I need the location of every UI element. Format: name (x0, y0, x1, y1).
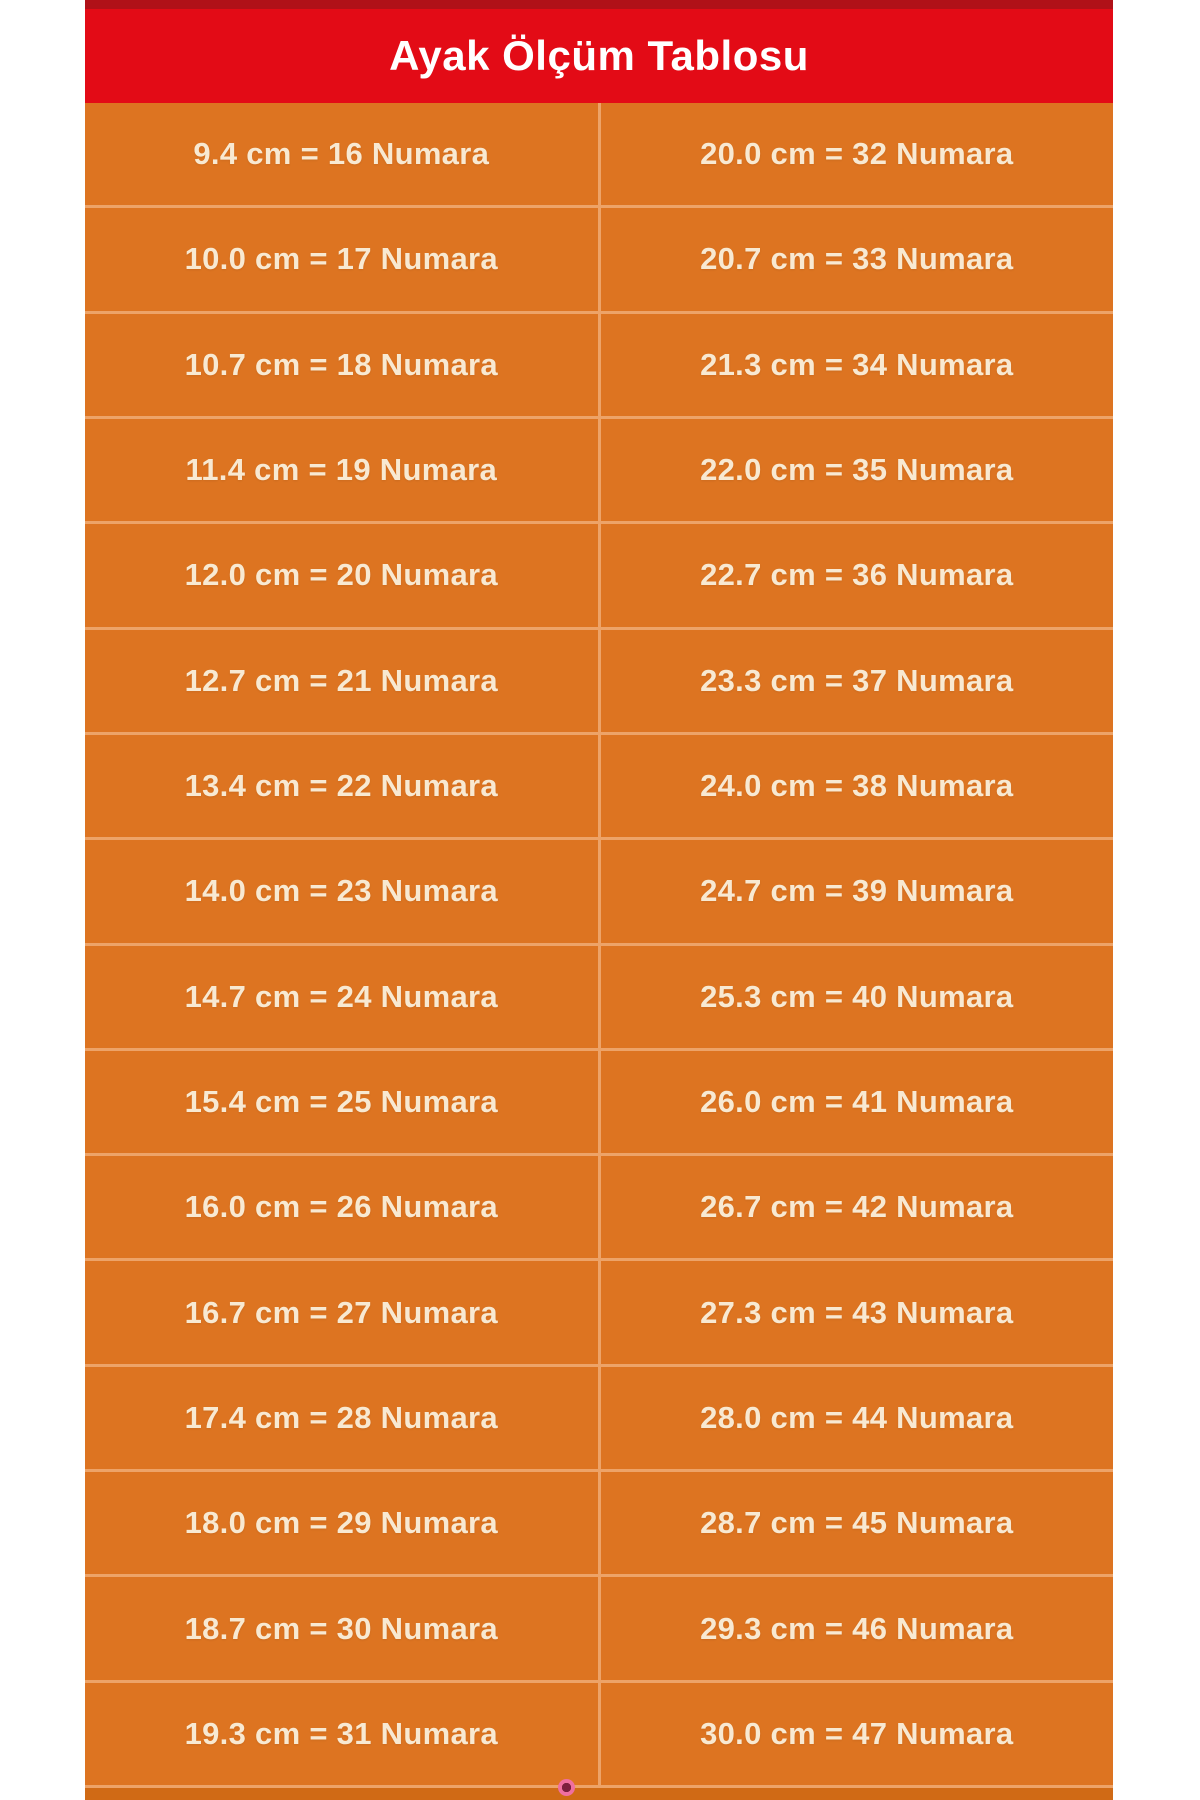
size-table (85, 103, 1113, 1785)
size-cell-right: 21.3 cm = 34 Numara (700, 346, 1014, 382)
table-row (85, 1364, 1113, 1469)
size-chart-sheet (85, 0, 1113, 1800)
size-cell-right: 23.3 cm = 37 Numara (700, 662, 1014, 698)
table-row (85, 1469, 1113, 1574)
size-cell-right: 30.0 cm = 47 Numara (700, 1715, 1014, 1751)
footer-strip (85, 1785, 1113, 1800)
table-row (85, 103, 1113, 205)
size-cell-right: 24.0 cm = 38 Numara (700, 768, 1014, 804)
table-row (85, 1153, 1113, 1258)
table-row (85, 732, 1113, 837)
table-row (85, 205, 1113, 310)
table-row (85, 943, 1113, 1048)
size-cell-left: 17.4 cm = 28 Numara (85, 1367, 601, 1469)
size-cell-right: 25.3 cm = 40 Numara (700, 978, 1014, 1014)
table-row (85, 1680, 1113, 1785)
table-row (85, 521, 1113, 626)
table-row (85, 1574, 1113, 1679)
table-row (85, 311, 1113, 416)
table-row (85, 627, 1113, 732)
size-cell-left: 15.4 cm = 25 Numara (85, 1051, 601, 1153)
size-cell-right: 28.7 cm = 45 Numara (700, 1505, 1014, 1541)
size-cell-left: 16.0 cm = 26 Numara (85, 1156, 601, 1258)
table-row (85, 1048, 1113, 1153)
table-row (85, 1258, 1113, 1363)
chart-header (85, 9, 1113, 103)
table-row (85, 837, 1113, 942)
size-cell-left: 9.4 cm = 16 Numara (85, 103, 601, 205)
size-cell-left: 14.0 cm = 23 Numara (85, 840, 601, 942)
table-row (85, 416, 1113, 521)
size-cell-left: 18.0 cm = 29 Numara (85, 1472, 601, 1574)
size-cell-left: 10.0 cm = 17 Numara (85, 208, 601, 310)
size-cell-right: 20.0 cm = 32 Numara (700, 136, 1014, 172)
size-cell-right: 22.0 cm = 35 Numara (700, 452, 1014, 488)
size-cell-right: 20.7 cm = 33 Numara (700, 241, 1014, 277)
size-cell-left: 12.0 cm = 20 Numara (85, 524, 601, 626)
size-cell-right: 27.3 cm = 43 Numara (700, 1294, 1014, 1330)
size-cell-right: 28.0 cm = 44 Numara (700, 1399, 1014, 1435)
page-title: Ayak Ölçüm Tablosu (389, 32, 809, 79)
top-accent-strip (85, 0, 1113, 9)
size-cell-right: 22.7 cm = 36 Numara (700, 557, 1014, 593)
watermark-dot-icon (558, 1779, 575, 1796)
size-cell-left: 14.7 cm = 24 Numara (85, 946, 601, 1048)
size-cell-left: 10.7 cm = 18 Numara (85, 314, 601, 416)
size-cell-left: 18.7 cm = 30 Numara (85, 1577, 601, 1679)
size-cell-left: 19.3 cm = 31 Numara (85, 1683, 601, 1785)
size-cell-right: 24.7 cm = 39 Numara (700, 873, 1014, 909)
size-cell-left: 11.4 cm = 19 Numara (85, 419, 601, 521)
size-cell-right: 29.3 cm = 46 Numara (700, 1610, 1014, 1646)
size-cell-left: 13.4 cm = 22 Numara (85, 735, 601, 837)
size-cell-left: 12.7 cm = 21 Numara (85, 630, 601, 732)
size-cell-right: 26.0 cm = 41 Numara (700, 1083, 1014, 1119)
size-cell-left: 16.7 cm = 27 Numara (85, 1261, 601, 1363)
size-cell-right: 26.7 cm = 42 Numara (700, 1189, 1014, 1225)
